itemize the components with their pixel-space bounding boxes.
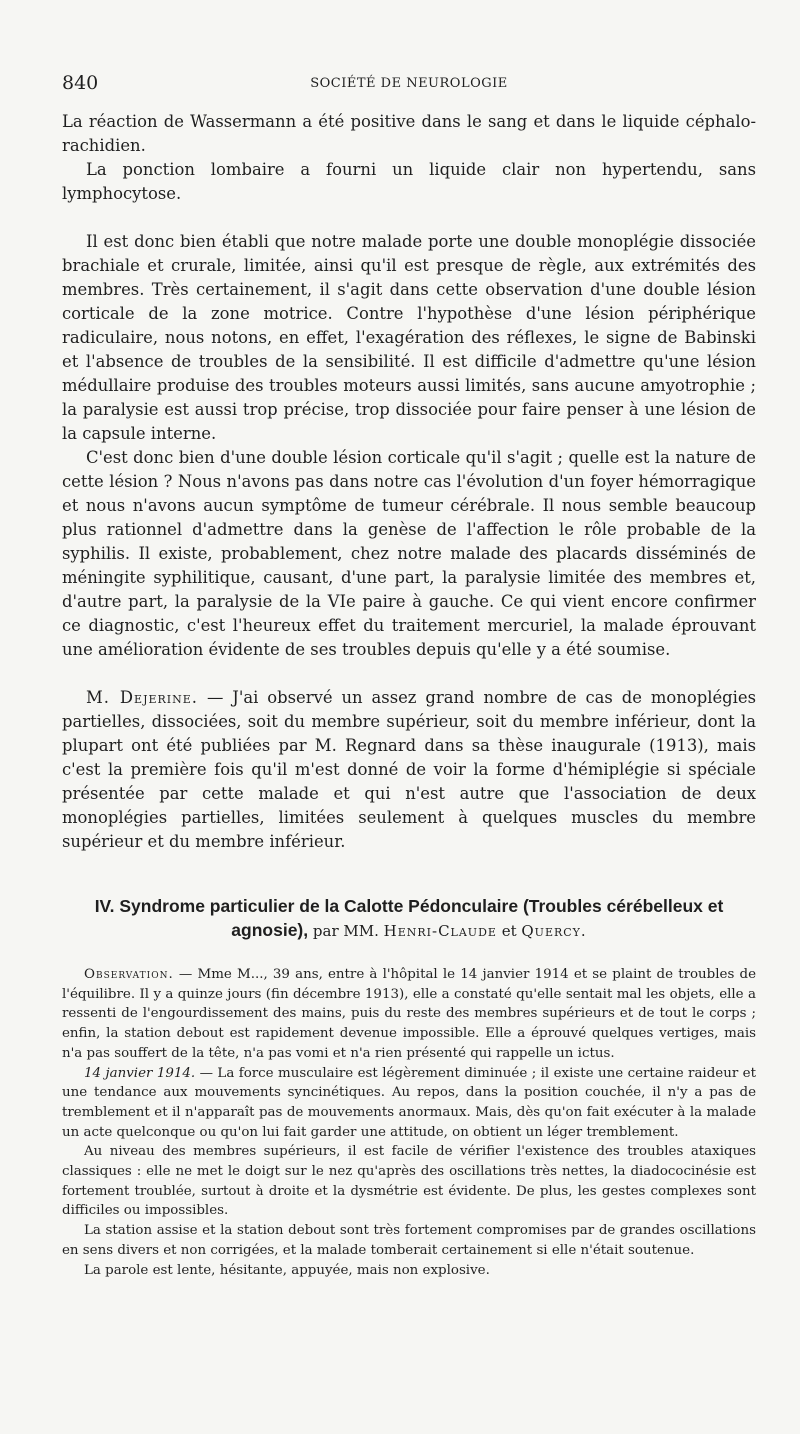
page-header (62, 72, 756, 96)
section-heading: Syndrome particulier de la Calotte Pédonculaire (Troubles cérébelleux et agnosie), (119, 896, 724, 940)
observation-text: — La force musculaire est légèrement diminuée ; il existe une certaine raideur et une tendance aux mouvements syncinétiques. Au repos, dans la position couchée, il n'y a pas de tremblement et il n'apparaît pas de mouvements anormaux. Mais, dès qu'on fait exécuter à la malade un acte quelconque ou qu'on lui fait garder une attitude, on obtient un léger tremblement. (62, 1065, 756, 1140)
observation-paragraph: La parole est lente, hésitante, appuyée, mais non explosive. (84, 1262, 490, 1278)
section-authors (308, 922, 587, 940)
paragraph: La réaction de Wassermann a été positive dans le sang et dans le liquide céphalo-rachidien. (62, 112, 756, 155)
observation-paragraph: La station assise et la station debout sont très fortement compromises par de grandes oscillations en sens divers et non corrigées, et la malade tomberait certainement si elle n'était soutenue. (62, 1223, 756, 1258)
spacer (62, 662, 756, 686)
running-head: SOCIÉTÉ DE NEUROLOGIE (310, 76, 508, 91)
section-number: IV. (94, 896, 115, 916)
author-name: Quercy. (521, 922, 587, 940)
paragraph: La ponction lombaire a fourni un liquide clair non hypertendu, sans lymphocytose. (62, 160, 756, 203)
date-label: 14 janvier 1914. (84, 1065, 196, 1081)
observation-label: Observation. (84, 967, 174, 982)
authors-and: et (496, 922, 522, 940)
observation-paragraph (62, 1064, 756, 1143)
section-title (62, 894, 756, 943)
paragraph: Il est donc bien établi que notre malade porte une double monoplégie dissociée brachiale et crurale, limitée, ainsi qu'il est presque de règle, aux extrémités des membres. Très certainement, il s'agit dans cette observation d'une double lésion corticale de la zone motrice. Contre l'hypothèse d'une lésion périphérique radiculaire, nous notons, en effet, l'exagération des réflexes, le signe de Babinski et l'absence de troubles de la sensibilité. Il est difficile d'admettre qu'une lésion médullaire produise des troubles moteurs aussi limités, sans aucune amyotrophie ; la paralysie est aussi trop précise, trop dissociée pour faire penser à une lésion de la capsule interne. (62, 232, 756, 443)
paragraph: C'est donc bien d'une double lésion corticale qu'il s'agit ; quelle est la nature de cette lésion ? Nous n'avons pas dans notre cas l'évolution d'un foyer hémorragique et nous n'avons aucun symptôme de tumeur cérébrale. Il nous semble beaucoup plus rationnel d'admettre dans la genèse de l'affection le rôle probable de la syphilis. Il existe, probablement, chez notre malade des placards disséminés de méningite syphilitique, causant, d'une part, la paralysie limitée des membres et, d'autre part, la paralysie de la VIe paire à gauche. Ce qui vient encore confirmer ce diagnostic, c'est l'heureux effet du traitement mercuriel, la malade éprouvant une amélioration évidente de ses troubles depuis qu'elle y a été soumise. (62, 448, 756, 659)
spacer (62, 206, 756, 230)
observation-paragraph (62, 965, 756, 1064)
observation-paragraph: Au niveau des membres supérieurs, il est facile de vérifier l'existence des troubles ataxiques classiques : elle ne met le doigt sur le nez qu'après des oscillations très nettes, la diadococinésie est fortement troublée, surtout à droite et la dysmétrie est évidente. De plus, les gestes complexes sont difficiles ou impossibles. (62, 1144, 756, 1219)
authors-prefix: par MM. (308, 922, 384, 940)
author-name: Henri-Claude (383, 922, 497, 940)
observation-block (62, 965, 756, 1280)
dejerine-paragraph (62, 686, 756, 854)
page-body (62, 110, 756, 1280)
observation-text: — Mme M..., 39 ans, entre à l'hôpital le 14 janvier 1914 et se plaint de troubles de l'équilibre. Il y a quinze jours (fin décembre 1913), elle a constaté qu'elle sentait mal les objets, elle a ressenti de l'engourdissement des mains, puis du reste des membres supérieurs et de tout le corps ; enfin, la station debout est rapidement devenue impossible. Elle a éprouvé quelques vertiges, mais n'a pas souffert de la tête, n'a pas vomi et n'a rien présenté qui rappelle un ictus. (62, 967, 756, 1061)
page-number: 840 (62, 72, 99, 94)
speaker-text: — J'ai observé un assez grand nombre de cas de monoplégies partielles, dissociées, soit du membre supérieur, soit du membre inférieur, dont la plupart ont été publiées par M. Regnard dans sa thèse inaugurale (1913), mais c'est la première fois qu'il m'est donné de voir la forme d'hémiplégie si spéciale présentée par cette malade et qui n'est autre que l'association de deux monoplégies partielles, limitées seulement à quelques muscles du membre supérieur et du membre inférieur. (62, 688, 756, 851)
speaker-name: M. Dejerine. (86, 688, 199, 707)
